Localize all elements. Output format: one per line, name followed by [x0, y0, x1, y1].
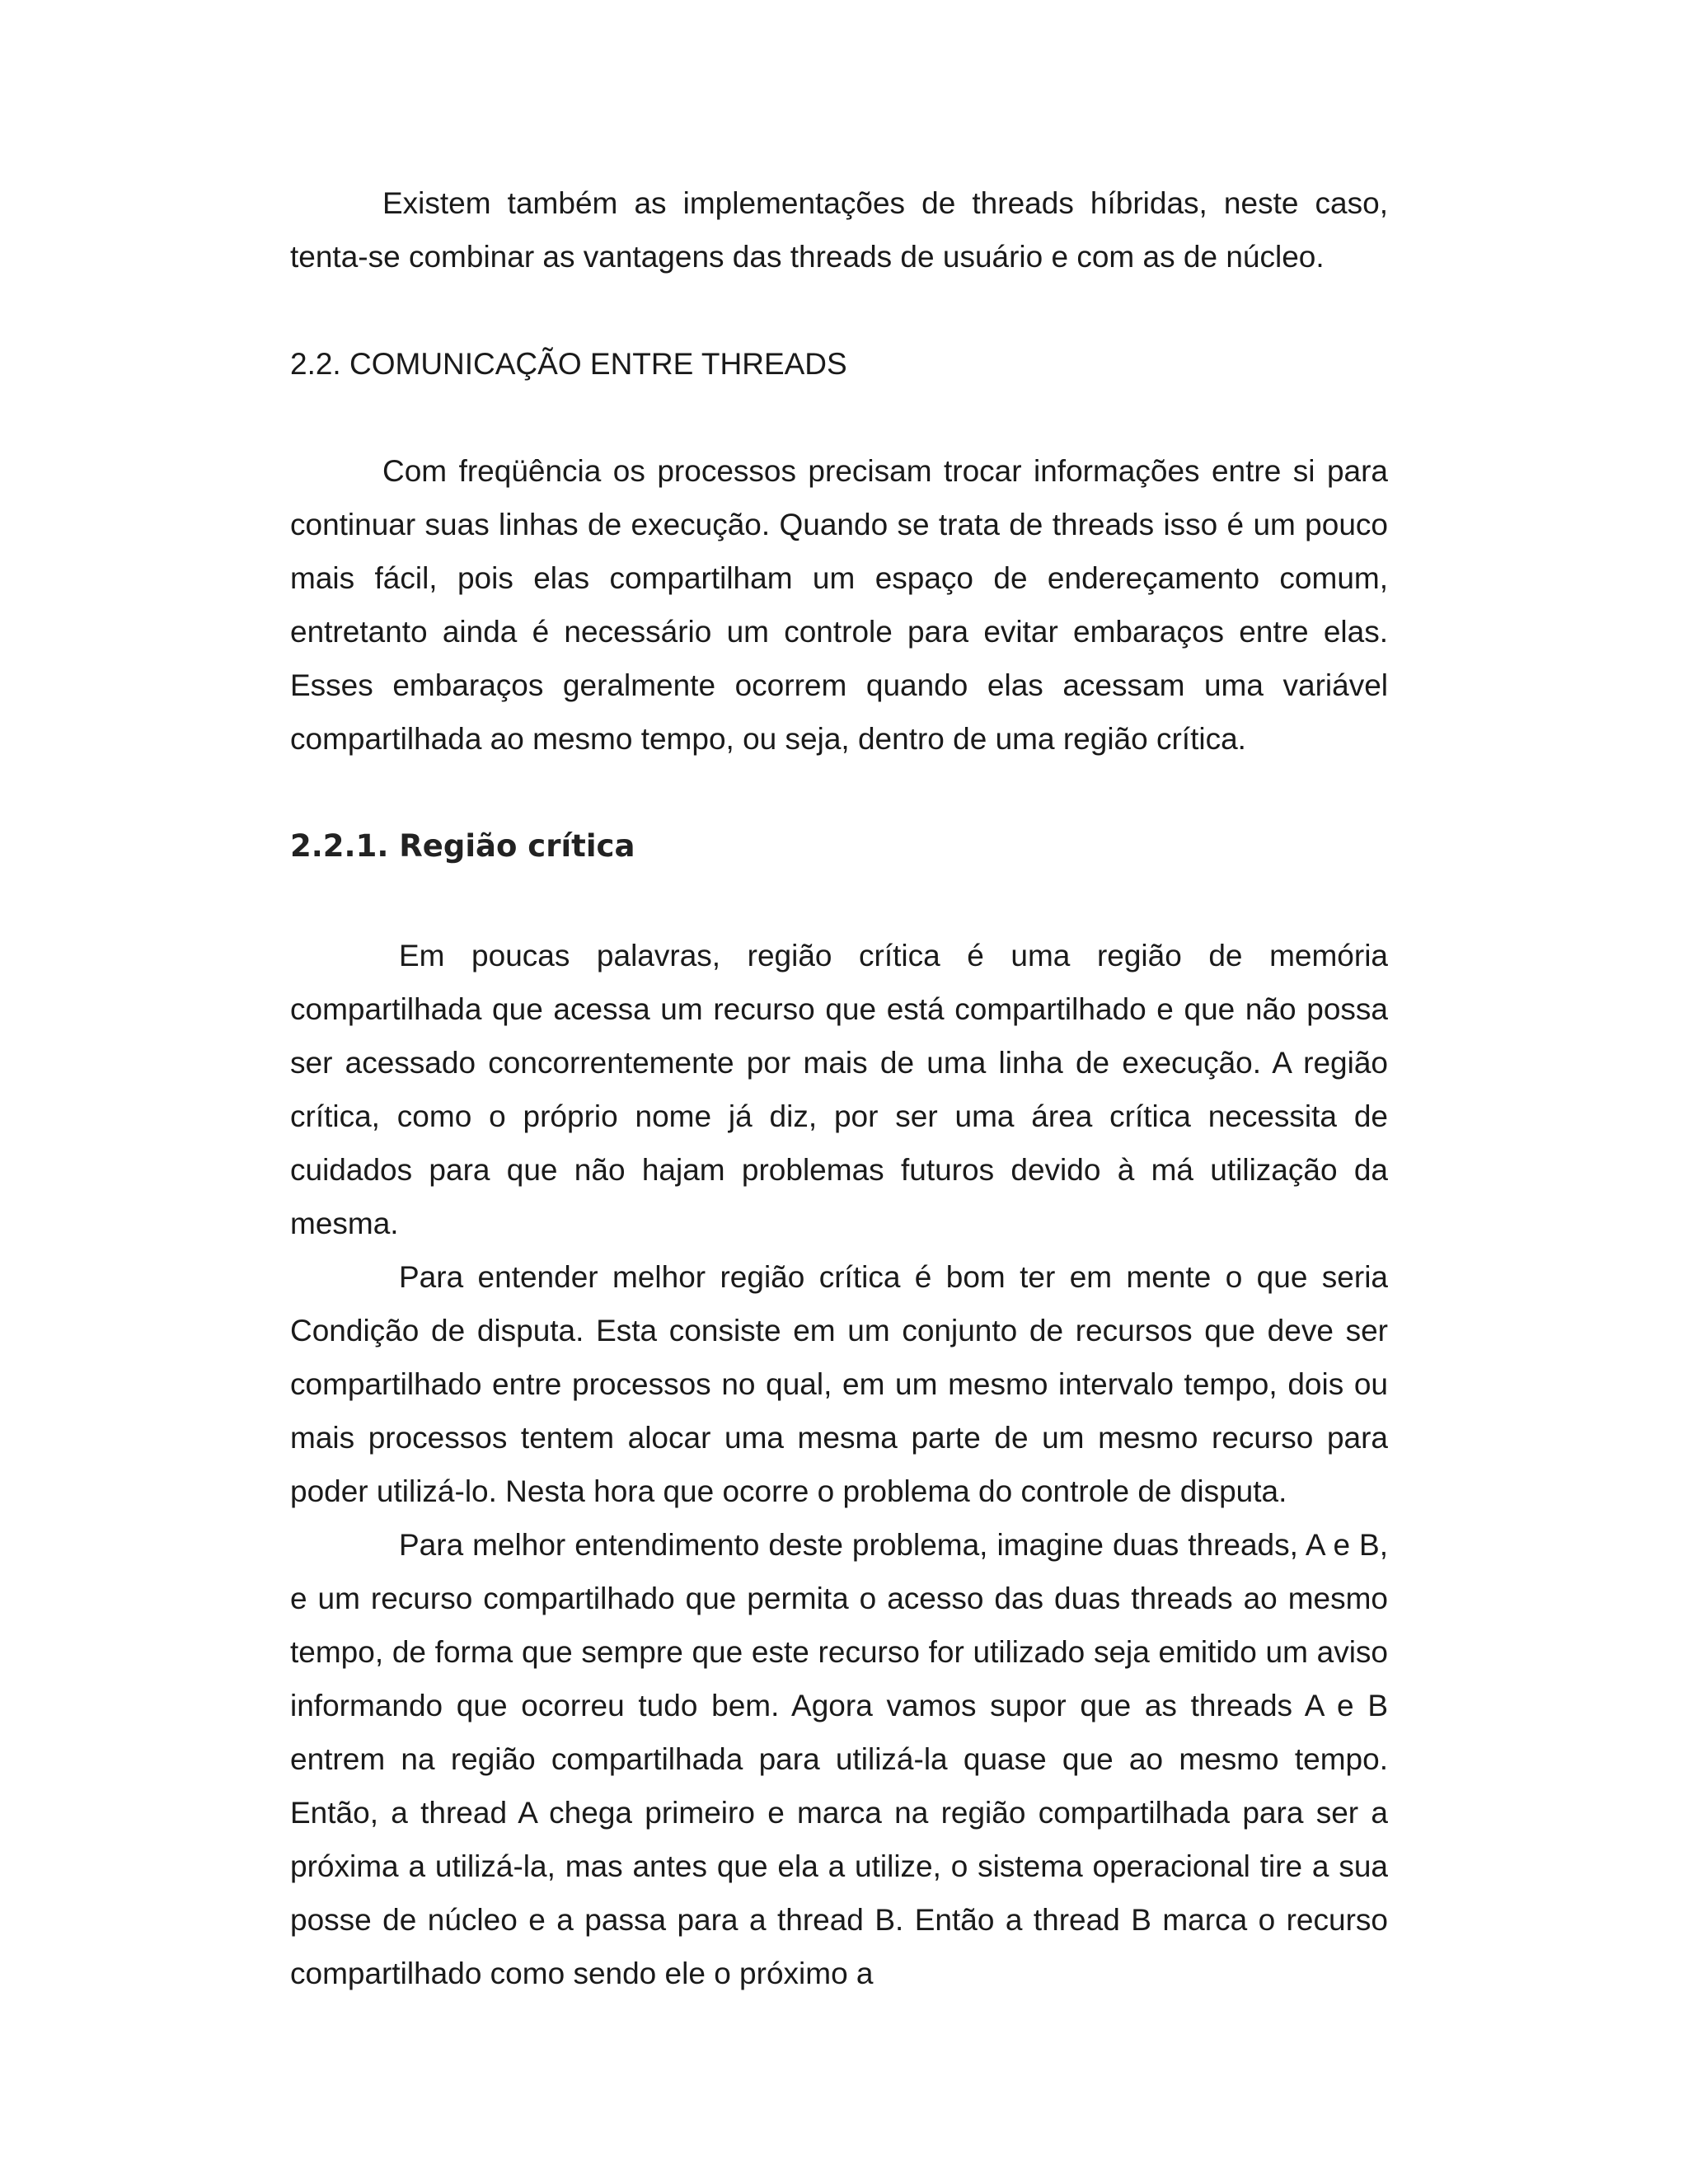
section-heading-communication: 2.2. COMUNICAÇÃO ENTRE THREADS [290, 347, 847, 381]
paragraph-hybrid-threads: Existem também as implementações de threads híbridas, neste caso, tenta-se combinar as vantagens das threads de usuário e com as de núcleo. [290, 186, 1388, 274]
paragraph-thread-example: Para melhor entendimento deste problema, imagine duas threads, A e B, e um recurso compartilhado que permita o acesso das duas threads ao mesmo tempo, de forma que sempre que este recurso for utilizado seja emitido um aviso informando que ocorreu tudo bem. Agora vamos supor que as threads A e B entrem na região compartilhada para utilizá-la quase que ao mesmo tempo. Então, a thread A chega primeiro e marca na região compartilhada para ser a próxima a utilizá-la, mas antes que ela a utilize, o sistema operacional tire a sua posse de núcleo e a passa para a thread B. Então a thread B marca o recurso compartilhado como sendo ele o próximo a [290, 1528, 1388, 1990]
paragraph-critical-region-definition: Em poucas palavras, região crítica é uma região de memória compartilhada que acessa um recurso que está compartilhado e que não possa ser acessado concorrentemente por mais de uma linha de execução. A região crítica, como o próprio nome já diz, por ser uma área crítica necessita de cuidados para que não hajam problemas futuros devido à má utilização da mesma. [290, 939, 1388, 1240]
paragraph-race-condition: Para entender melhor região crítica é bom ter em mente o que seria Condição de disputa. Esta consiste em um conjunto de recursos que deve ser compartilhado entre processos no qual, em um mesmo intervalo tempo, dois ou mais processos tentem alocar uma mesma parte de um mesmo recurso para poder utilizá-lo. Nesta hora que ocorre o problema do controle de disputa. [290, 1260, 1388, 1508]
spacer [290, 284, 1388, 337]
subsection-heading-critical-region: 2.2.1. Região crítica [290, 828, 635, 864]
spacer [290, 766, 1388, 819]
spacer [290, 391, 1388, 444]
paragraph-communication: Com freqüência os processos precisam trocar informações entre si para continuar suas linhas de execução. Quando se trata de threads isso é um pouco mais fácil, pois elas compartilham um espaço de endereçamento comum, entretanto ainda é necessário um controle para evitar embaraços entre elas. Esses embaraços geralmente ocorrem quando elas acessam uma variável compartilhada ao mesmo tempo, ou seja, dentro de uma região crítica. [290, 454, 1388, 756]
document-page [290, 176, 1388, 2000]
spacer [290, 873, 1388, 929]
